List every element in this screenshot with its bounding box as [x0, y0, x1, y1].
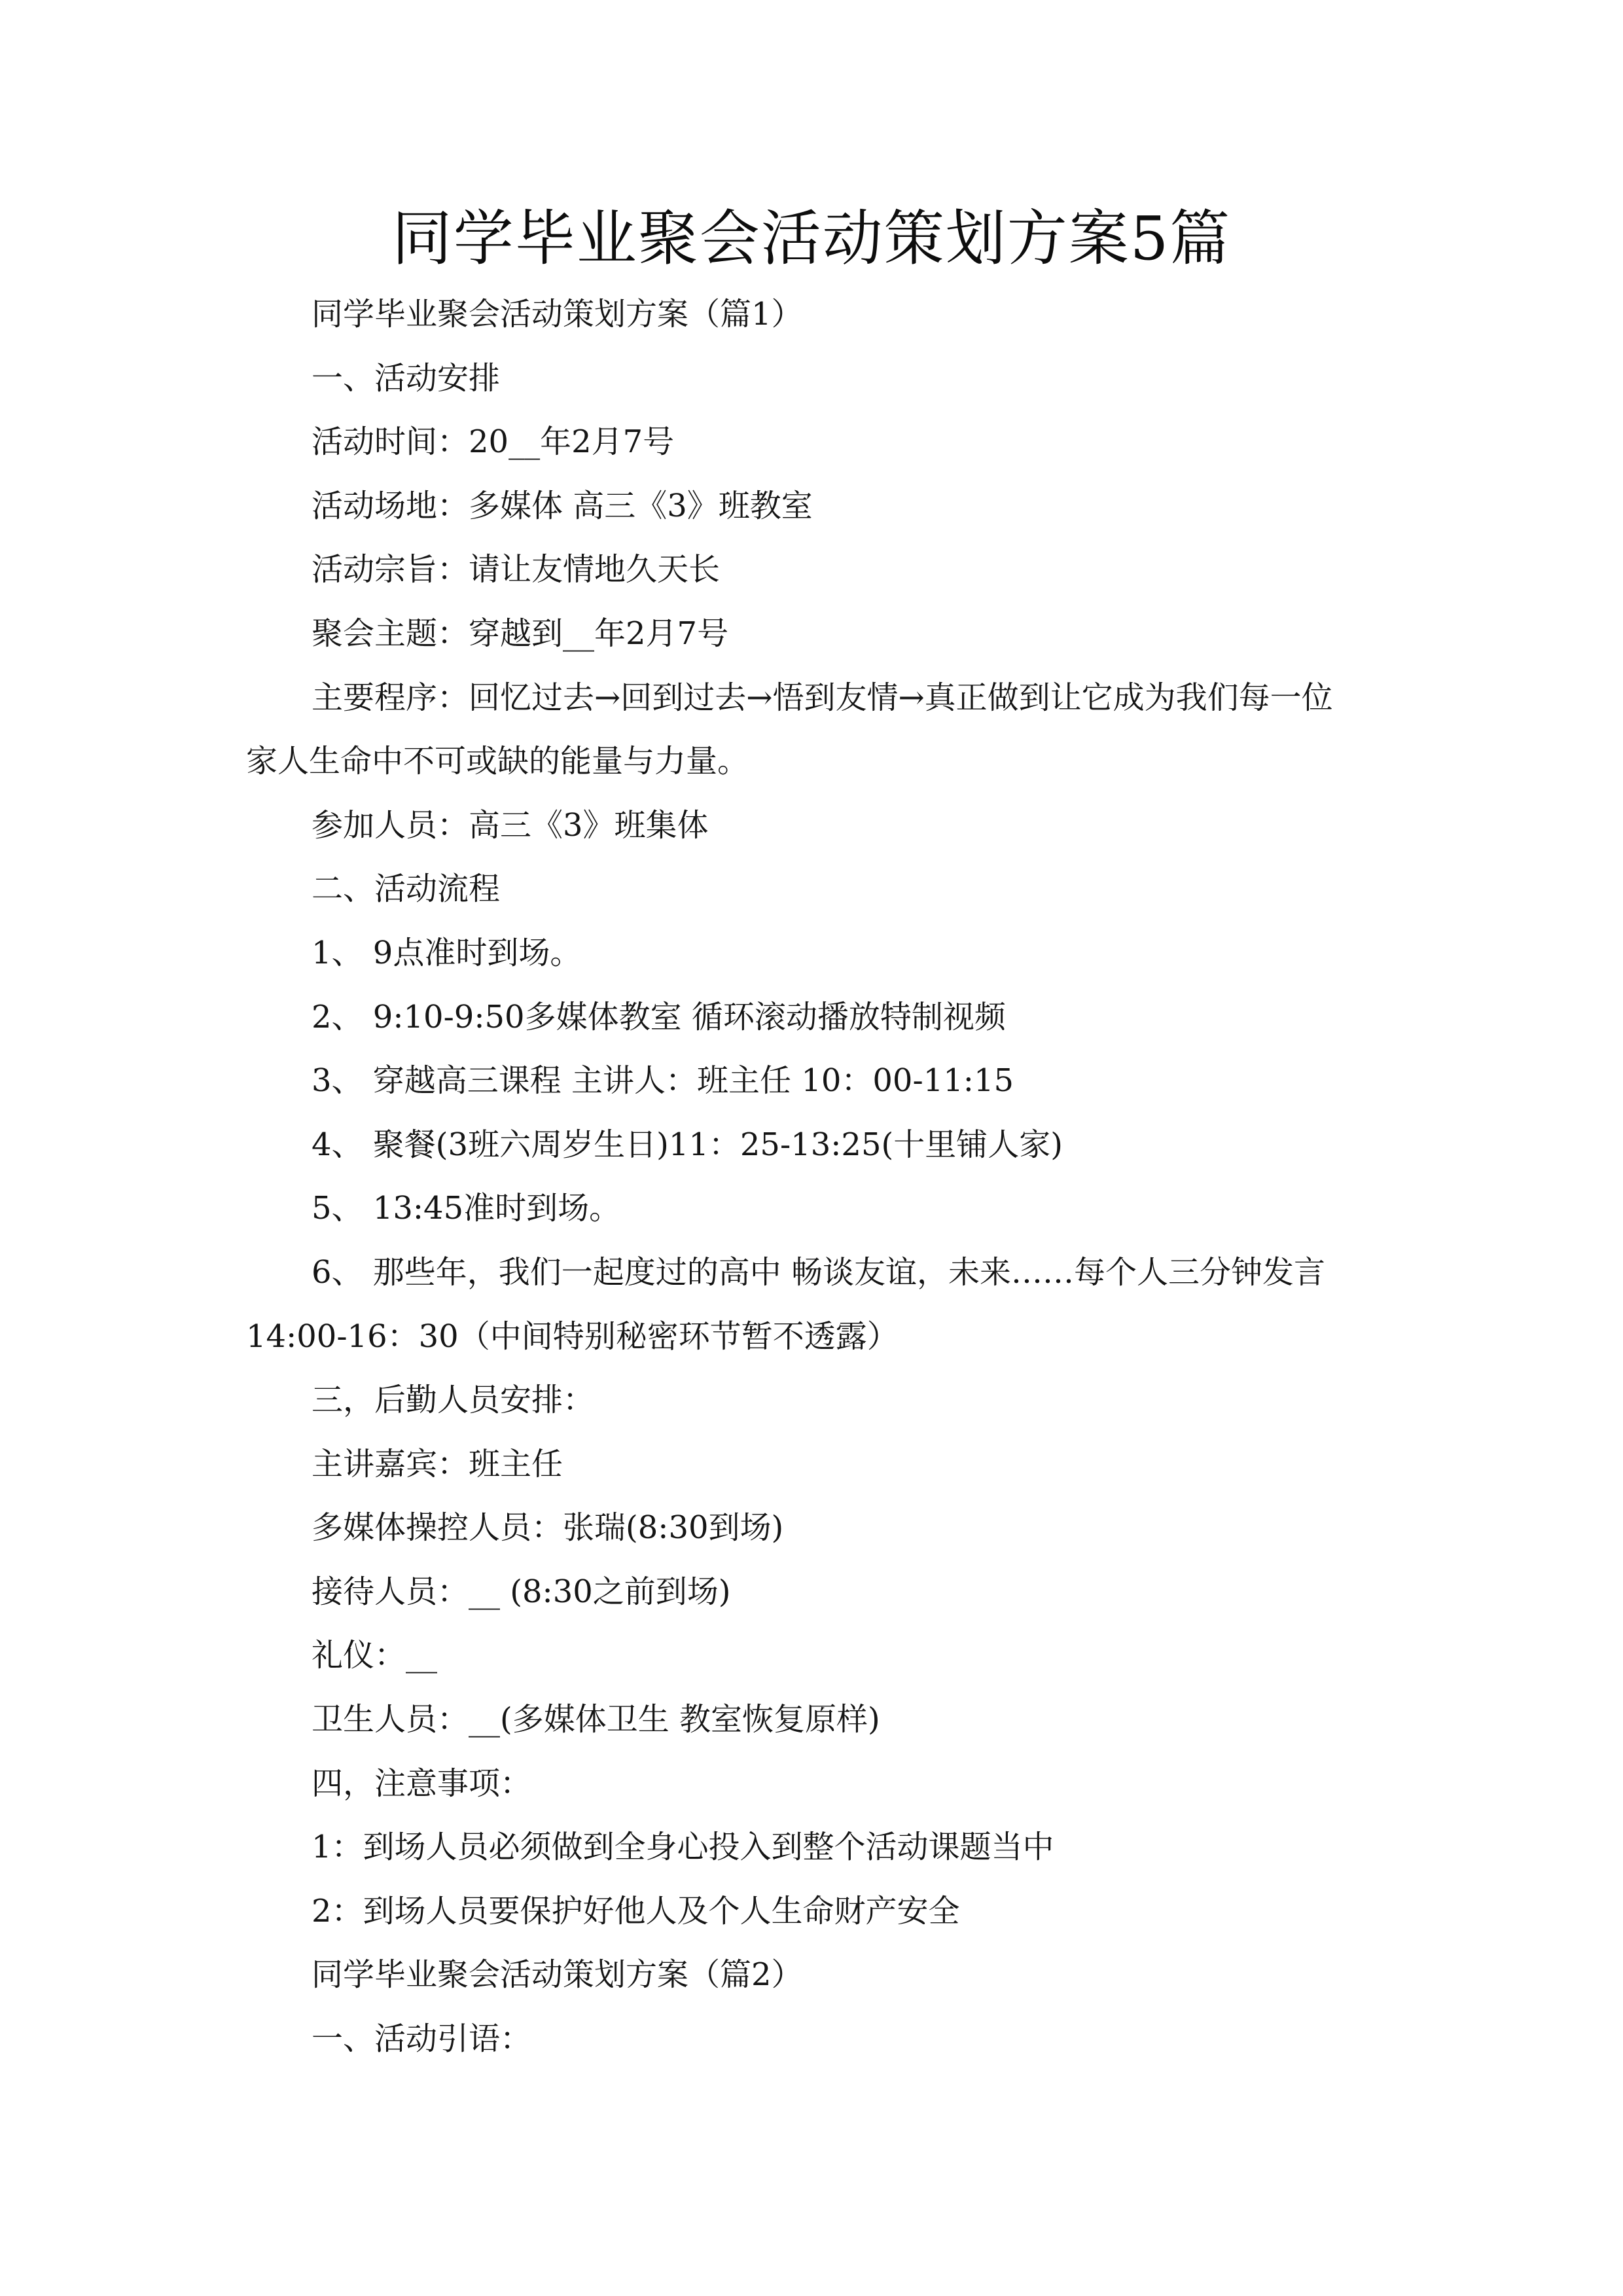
- paragraph-line: 礼仪：__: [312, 1637, 438, 1674]
- paragraph-line: 接待人员：__ (8:30之前到场): [312, 1573, 731, 1610]
- paragraph-line: 2：到场人员要保护好他人及个人生命财产安全: [312, 1892, 960, 1929]
- document-body: [246, 283, 1385, 2072]
- paragraph-line: 家人生命中不可或缺的能量与力量。: [246, 743, 749, 780]
- paragraph-line: 参加人员：高三《3》班集体: [312, 806, 709, 844]
- paragraph-line: 3、 穿越高三课程 主讲人：班主任 10：00-11:15: [312, 1062, 1014, 1100]
- paragraph-line: 活动场地：多媒体 高三《3》班教室: [312, 487, 813, 524]
- paragraph-line: 卫生人员：__(多媒体卫生 教室恢复原样): [312, 1701, 880, 1738]
- paragraph-line: 主要程序：回忆过去→回到过去→悟到友情→真正做到让它成为我们每一位: [312, 679, 1333, 716]
- paragraph-line: 4、 聚餐(3班六周岁生日)11：25-13:25(十里铺人家): [312, 1126, 1063, 1163]
- paragraph-line: 聚会主题：穿越到__年2月7号: [312, 615, 729, 652]
- paragraph-line: 活动宗旨：请让友情地久天长: [312, 551, 721, 588]
- paragraph-line: 同学毕业聚会活动策划方案（篇2）: [312, 1956, 803, 1994]
- paragraph-line: 1、 9点准时到场。: [312, 934, 582, 971]
- document-title: 同学毕业聚会活动策划方案5篇: [391, 204, 1232, 274]
- paragraph-line: 多媒体操控人员：张瑞(8:30到场): [312, 1509, 784, 1547]
- paragraph-line: 14:00-16：30（中间特别秘密环节暂不透露）: [246, 1318, 899, 1355]
- paragraph-line: 6、 那些年，我们一起度过的高中 畅谈友谊，未来……每个人三分钟发言: [312, 1253, 1326, 1291]
- paragraph-line: 四，注意事项：: [312, 1765, 532, 1802]
- paragraph-line: 1：到场人员必须做到全身心投入到整个活动课题当中: [312, 1829, 1054, 1866]
- paragraph-line: 主讲嘉宾：班主任: [312, 1445, 563, 1482]
- paragraph-line: 同学毕业聚会活动策划方案（篇1）: [312, 296, 803, 332]
- paragraph-line: 一、活动安排: [312, 359, 501, 397]
- paragraph-line: 2、 9:10-9:50多媒体教室 循环滚动播放特制视频: [312, 998, 1006, 1035]
- paragraph-line: 三，后勤人员安排：: [312, 1382, 595, 1419]
- paragraph-line: 一、活动引语：: [312, 2020, 532, 2058]
- paragraph-line: 5、 13:45准时到场。: [312, 1190, 621, 1227]
- paragraph-line: 活动时间：20__年2月7号: [312, 423, 675, 461]
- paragraph-line: 二、活动流程: [312, 870, 501, 908]
